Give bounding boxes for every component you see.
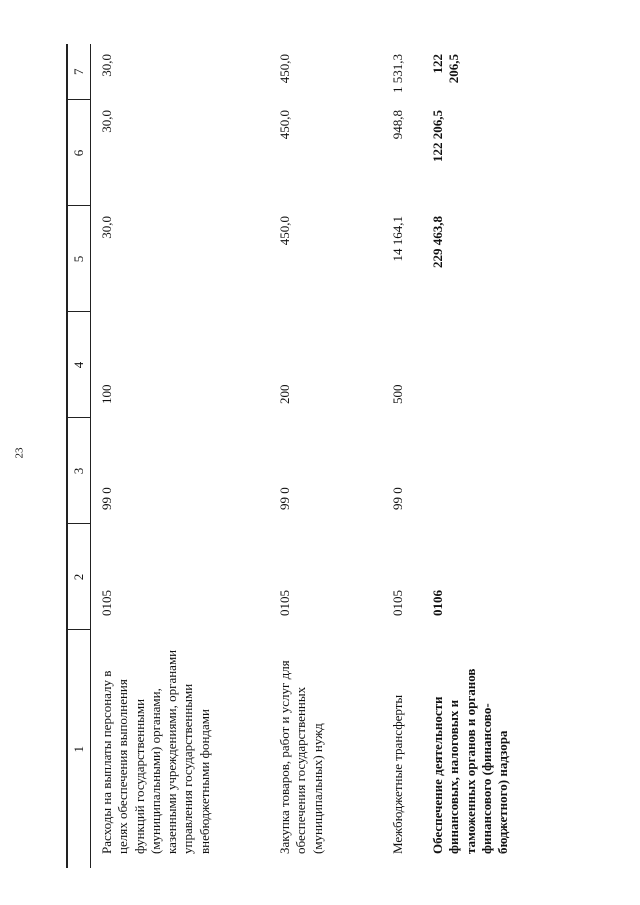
header-cell-3: 3 xyxy=(68,418,91,524)
target-code: 99 0 xyxy=(277,487,292,510)
header-row xyxy=(68,44,91,868)
header-cell-1: 1 xyxy=(68,630,91,868)
budget-table xyxy=(66,44,520,868)
header-cell-2: 2 xyxy=(68,524,91,630)
rotated-table-container xyxy=(66,44,580,868)
header-cell-5: 5 xyxy=(68,206,91,312)
target-code: 99 0 xyxy=(390,487,405,510)
section-code: 0105 xyxy=(99,590,114,616)
section-code: 0105 xyxy=(277,590,292,616)
table-row xyxy=(382,44,422,868)
target-code xyxy=(422,418,520,524)
value-col-5: 14 164,1 xyxy=(390,216,405,262)
header-cell-7: 7 xyxy=(68,44,91,100)
expense-type: 100 xyxy=(99,384,114,404)
expense-type xyxy=(422,312,520,418)
value-col-7: 1 531,3 xyxy=(390,54,405,93)
header-cell-6: 6 xyxy=(68,100,91,206)
table-row xyxy=(91,44,270,868)
value-col-5: 229 463,8 xyxy=(430,216,445,268)
value-col-7: 450,0 xyxy=(277,54,292,84)
value-col-7: 122 206,5 xyxy=(430,54,462,84)
value-col-7: 30,0 xyxy=(99,54,114,77)
header-cell-4: 4 xyxy=(68,312,91,418)
expense-type: 200 xyxy=(277,384,292,404)
expense-type: 500 xyxy=(390,384,405,404)
target-code: 99 0 xyxy=(99,487,114,510)
row-name: Закупка товаров, работ и услуг для обеспечения государственных (муниципальных) нужд xyxy=(277,660,325,854)
table-row xyxy=(269,44,382,868)
section-code: 0106 xyxy=(430,590,445,616)
value-col-6: 450,0 xyxy=(277,110,292,140)
value-col-5: 30,0 xyxy=(99,216,114,239)
value-col-6: 122 206,5 xyxy=(430,110,445,162)
value-col-5: 450,0 xyxy=(277,216,292,246)
value-col-6: 30,0 xyxy=(99,110,114,133)
page-number: 23 xyxy=(13,447,25,458)
row-name: Расходы на выплаты персоналу в целях обеспечения выполнения функций государственными (муниципальными) органами, казенными учреждениями, органами управления государственными внебюджетными фондами xyxy=(99,649,212,854)
table-row xyxy=(422,44,520,868)
value-col-6: 948,8 xyxy=(390,110,405,140)
row-name: Межбюджетные трансферты xyxy=(390,694,405,854)
row-name: Обеспечение деятельности финансовых, налоговых и таможенных органов и органов финансового (финансово-бюджетного) надзора xyxy=(430,668,510,854)
section-code: 0105 xyxy=(390,590,405,616)
